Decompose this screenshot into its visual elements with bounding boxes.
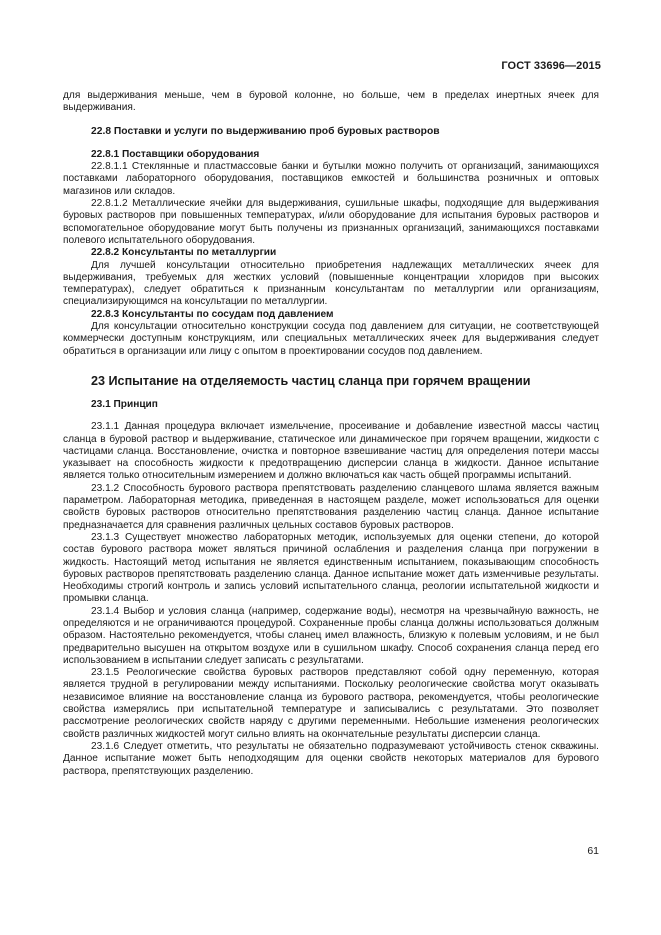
section-22-8-2-title: 22.8.2 Консультанты по металлургии bbox=[91, 247, 277, 259]
section-22-8-3-title: 22.8.3 Консультанты по сосудам под давлением bbox=[91, 308, 334, 320]
paragraph-23-1-4: 23.1.4 Выбор и условия сланца (например, содержание воды), несмотря на чрезвычайную важность, не определяются и не ограничиваются процедурой. Сохраненные пробы сланца должны использоваться должным образом. Настоятельно рекомендуется, чтобы сланец имел влажность, близкую к полевым условиям, и не был предварительно высушен на открытом воздухе или в сушильном шкафу. Способ сохранения сланца перед его использованием в испытании следует записать с результатами. bbox=[63, 605, 599, 666]
paragraph-22-8-2: Для лучшей консультации относительно приобретения надлежащих металлических ячеек для выдерживания, требуемых для жестких условий (повышенные концентрации хлоридов при высоких температурах), следует обратиться к признанным консультантам по металлургии или организациям, специализирующимся на консультации по металлургии. bbox=[63, 259, 599, 308]
paragraph-23-1-5: 23.1.5 Реологические свойства буровых растворов представляют собой одну переменную, которая является трудной в регулировании между испытаниями. Поскольку реологические свойства могут оказывать независимое влияние на восстановление сланца из бурового раствора, рекомендуется, чтобы реологические свойства измерялись при испытательной температуре и записывались с результатами. Это позволяет рассмотрение реологических свойств наряду с другими переменными. Небольшие изменения реологических свойств различных жидкостей могут сильно влиять на окончательные результаты дисперсии сланца. bbox=[63, 667, 599, 740]
section-23-title: 23 Испытание на отделяемость частиц сланца при горячем вращении bbox=[91, 373, 531, 388]
paragraph-22-8-1-1: 22.8.1.1 Стеклянные и пластмассовые банки и бутылки можно получить от организаций, занимающихся поставками лабораторного оборудования, поставщиков емкостей и большинства розничных и оптовых магазинов или складов. bbox=[63, 161, 599, 197]
section-23-1-title: 23.1 Принцип bbox=[91, 398, 158, 410]
paragraph-23-1-1: 23.1.1 Данная процедура включает измельчение, просеивание и добавление известной массы частиц сланца в буровой раствор и выдерживание, статическое или динамическое при горячем вращении, жидкости с частицами сланца. Восстановление, очистка и повторное взвешивание частиц для определения потери массы указывает на способность жидкости к предотвращению дисперсии сланца в жидкости. Данное испытание является только относительным измерением и должно включаться как часть общей программы испытаний. bbox=[63, 421, 599, 482]
page-content bbox=[63, 90, 599, 778]
standard-code: ГОСТ 33696—2015 bbox=[501, 60, 601, 72]
paragraph-22-8-1-2: 22.8.1.2 Металлические ячейки для выдерживания, сушильные шкафы, подходящие для выдерживания буровых растворов при повышенных температурах, и/или оборудование для испытания буровых растворов и вспомогательное оборудование могут быть получены из признанных организаций, занимающихся поставками полевого испытательного оборудования. bbox=[63, 198, 599, 246]
paragraph-23-1-6: 23.1.6 Следует отметить, что результаты не обязательно подразумевают устойчивость стенок скважины. Данное испытание может быть неподходящим для оценки свойств некоторых материалов для бурового раствора, препятствующих разделению. bbox=[63, 740, 599, 777]
section-22-8-1-title: 22.8.1 Поставщики оборудования bbox=[91, 148, 260, 160]
paragraph-23-1-2: 23.1.2 Способность бурового раствора препятствовать разделению сланцевого шлама является важным параметром. Лабораторная методика, приведенная в настоящем разделе, может использоваться для оценки свойств буровых растворов относительно препятствования разделению частиц сланца. Данное испытание предназначается для сравнения различных цельных составов буровых растворов. bbox=[63, 482, 599, 531]
paragraph-23-1-3: 23.1.3 Существует множество лабораторных методик, используемых для оценки степени, до которой состав бурового раствора может являться причиной ослабления и разделения сланца при погружении в жидкость. Настоящий метод испытания не является единственным испытанием, показывающим способность буровых растворов препятствовать разделению сланца. Данное испытание может дать изменчивые результаты. Необходимы строгий контроль и запись условий испытательного сланца, реологии испытательной жидкости и промывки сланца. bbox=[63, 531, 599, 605]
section-22-8-title: 22.8 Поставки и услуги по выдерживанию проб буровых растворов bbox=[91, 125, 440, 137]
paragraph-22-8-3: Для консультации относительно конструкции сосуда под давлением для ситуации, не соответствующей коммерчески доступным конструкциям, или специальных металлических ячеек для выдерживания следует обратиться в организации или лицу с опытом в проектировании сосудов под давлением. bbox=[63, 321, 599, 357]
intro-paragraph: для выдерживания меньше, чем в буровой колонне, но больше, чем в пределах инертных ячеек для выдерживания. bbox=[63, 90, 599, 114]
page-number: 61 bbox=[587, 845, 599, 857]
